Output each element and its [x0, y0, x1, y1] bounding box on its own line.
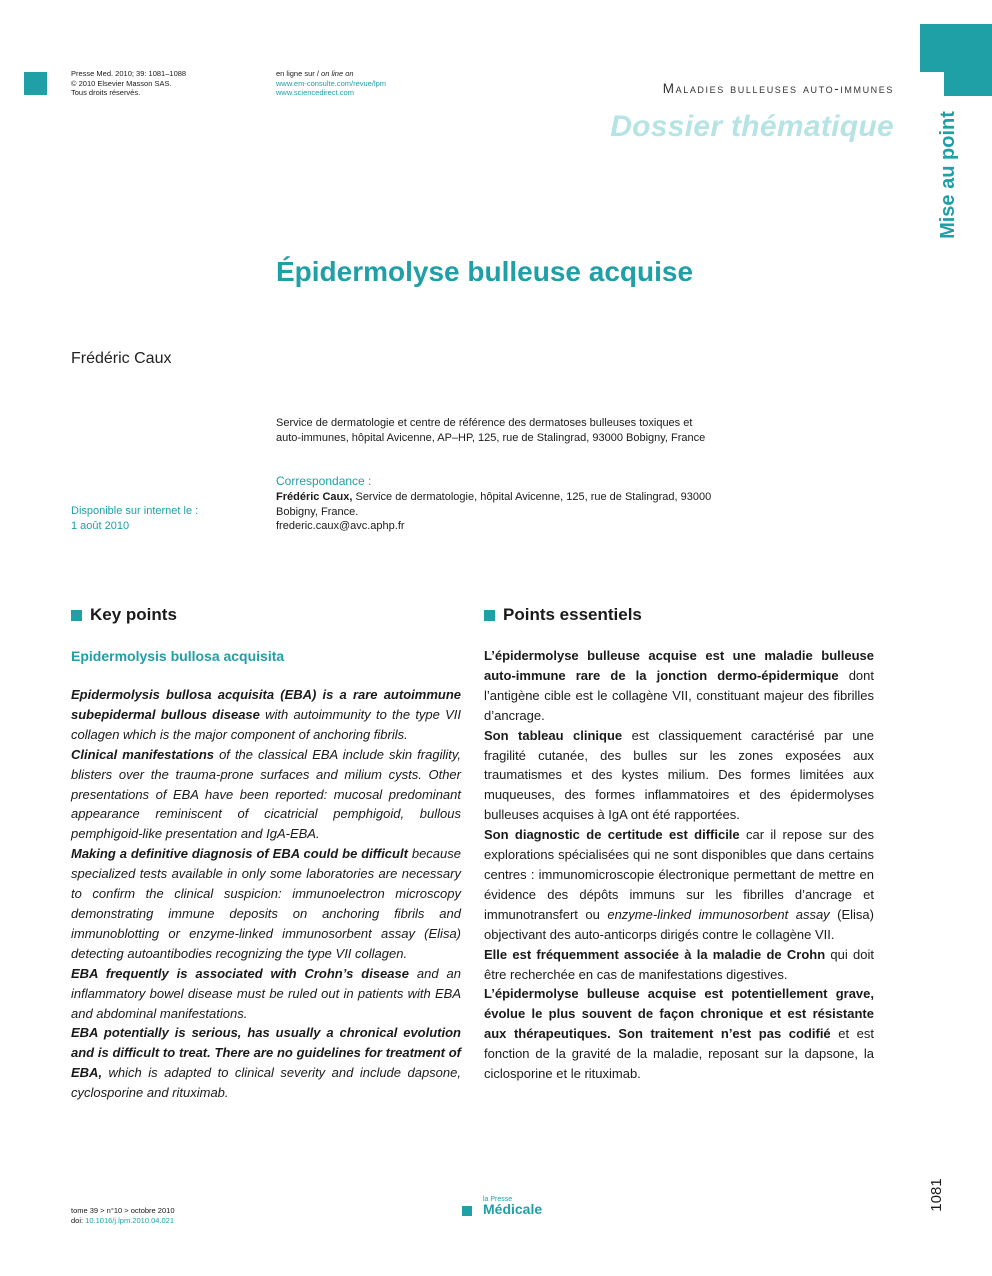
em-consulte-link[interactable]: www.em-consulte.com/revue/lpm — [276, 78, 387, 88]
point-essentiel-paragraph — [484, 646, 874, 726]
corr-name: Frédéric Caux, — [276, 491, 353, 503]
point-text: dont l’antigène cible est le collagène VII, constituant majeur des fibrilles d’ancrage. — [484, 667, 874, 723]
point-bold: Son tableau clinique — [484, 727, 623, 743]
page-number: 1081 — [928, 1178, 945, 1212]
doi-label: doi: — [71, 1215, 86, 1225]
pub-line: Tous droits réservés. — [71, 88, 141, 97]
logo-square-icon — [462, 1206, 472, 1216]
corr-address: Service de dermatologie, hôpital Avicenne, 125, rue de Stalingrad, 93000 Bobigny, France. — [276, 491, 712, 518]
key-point-bold: Making a definitive diagnosis of EBA could be difficult — [71, 846, 408, 862]
points-essentiels-heading-text: Points essentiels — [503, 605, 642, 624]
point-text: qui doit être recherchée en cas de manifestations digestives. — [484, 946, 874, 982]
point-essentiel-paragraph — [484, 945, 874, 985]
logo-small-text: la Presse — [483, 1196, 513, 1203]
key-point-bold: EBA frequently is associated with Crohn’s disease — [71, 965, 409, 981]
key-point-bold: Clinical manifestations — [71, 746, 215, 762]
article-title: Épidermolyse bulleuse acquise — [276, 256, 694, 287]
key-point-text: which is adapted to clinical severity and include dapsone, cyclosporine and rituximab. — [71, 1065, 461, 1101]
key-point-paragraph — [71, 844, 461, 963]
point-essentiel-paragraph — [484, 726, 874, 826]
point-bold: L’épidermolyse bulleuse acquise est une maladie bulleuse auto-immune rare de la jonction dermo-épidermique — [484, 648, 874, 683]
sciencedirect-link[interactable]: www.sciencedirect.com — [276, 88, 354, 97]
corner-square-decoration — [24, 72, 47, 95]
point-text: (Elisa) objectivant des auto-anticorps dirigés contre le collagène VII. — [484, 906, 874, 942]
point-bold: Son diagnostic de certitude est difficile — [484, 827, 740, 843]
point-italic: enzyme-linked immunosorbent assay — [607, 906, 830, 922]
vertical-tab-label: Mise au point — [937, 111, 959, 239]
point-text: et est fonction de la gravité de la maladie, reposant sur la dapsone, la ciclosporine et le rituximab. — [484, 1026, 874, 1082]
online-prefix: en ligne sur / — [276, 69, 322, 78]
key-point-paragraph — [71, 964, 461, 1024]
author-affiliation: Service de dermatologie et centre de référence des dermatoses bulleuses toxiques et auto-immunes, hôpital Avicenne, AP–HP, 125, rue de Stalingrad, 93000 Bobigny, France — [276, 417, 706, 444]
key-point-text: of the classical EBA include skin fragility, blisters over the trauma-prone surfaces and milium cysts. Other presentations of EBA have been reported: mucosal predominant appearance reminiscent of cicatricial pemphigoid, bullous pemphigoid-like presentation and IgA-EBA. — [71, 746, 462, 842]
key-points-heading-text: Key points — [90, 605, 177, 624]
points-essentiels-heading — [484, 605, 642, 625]
key-point-bold: Epidermolysis bullosa acquisita (EBA) is a rare autoimmune subepidermal bullous disease — [71, 687, 461, 722]
availability-info — [71, 504, 261, 534]
logo-big-text: Médicale — [483, 1201, 543, 1217]
key-points-heading — [71, 605, 177, 625]
point-text: car il repose sur des explorations spécialisées qui ne sont disponibles que dans certains centres : immunomicroscopie électronique permettant de mettre en évidence des dépôts immuns sur les fibrilles d’ancrage et immunotransfert ou — [484, 827, 874, 922]
online-info — [276, 69, 476, 98]
available-date: 1 août 2010 — [71, 520, 130, 532]
correspondence-block — [276, 490, 716, 534]
point-essentiel-paragraph — [484, 984, 874, 1084]
publication-info — [71, 69, 261, 98]
section-heading: Maladies bulleuses auto-immunes — [662, 81, 894, 96]
dossier-label: Dossier thématique — [610, 110, 894, 143]
corr-email[interactable]: frederic.caux@avc.aphp.fr — [276, 520, 405, 532]
point-text: est classiquement caractérisé par une fragilité cutanée, des bulles sur les zones exposées aux traumatismes et des kystes milium. Des formes limitées aux muqueuses, des formes inflammatoires et des épidermolyses bulleuses acquises à IgA ont été rapportées. — [484, 727, 874, 823]
available-label: Disponible sur internet le : — [71, 505, 199, 517]
key-point-paragraph — [71, 1023, 461, 1103]
key-point-text: and an inflammatory bowel disease must be ruled out in patients with EBA and abdominal manifestations. — [71, 965, 461, 1021]
key-point-bold: EBA potentially is serious, has usually a chronical evolution and is difficult to treat. There are no guidelines for treatment of EBA, — [71, 1025, 461, 1081]
point-bold: L’épidermolyse bulleuse acquise est potentiellement grave, évolue le plus souvent de façon chronique et est résistante aux thérapeutiques. Son traitement n’est pas codifié — [484, 986, 874, 1042]
pub-line: © 2010 Elsevier Masson SAS. — [71, 78, 172, 88]
point-bold: Elle est fréquemment associée à la maladie de Crohn — [484, 946, 826, 962]
top-right-tab-notch — [920, 72, 944, 96]
pub-line: Presse Med. 2010; 39: 1081–1088 — [71, 69, 187, 78]
key-point-paragraph — [71, 685, 461, 745]
correspondence-label: Correspondance : — [276, 474, 372, 488]
key-point-text: because specialized tests available in only some laboratories are necessary to confirm the clinical suspicion: immunoelectron microscopy demonstrating immune deposits on anchoring fibrils and immunoblotting or enzyme-linked immunosorbent assay (Elisa) detecting autoantibodies recognizing the type VII collagen. — [71, 846, 461, 961]
doi-link[interactable]: 10.1016/j.lpm.2010.04.021 — [85, 1215, 175, 1225]
online-italic: on line on — [321, 69, 354, 78]
key-points-body — [71, 685, 461, 1103]
square-bullet-icon — [484, 610, 495, 621]
footer-issue-info — [71, 1206, 311, 1225]
point-essentiel-paragraph — [484, 825, 874, 944]
key-points-subtitle: Epidermolysis bullosa acquisita — [71, 648, 285, 664]
key-point-text: with autoimmunity to the type VII collagen which is the major component of anchoring fibrils. — [71, 706, 462, 742]
issue-line: tome 39 > n°10 > octobre 2010 — [71, 1206, 175, 1215]
key-point-paragraph — [71, 745, 461, 845]
article-author: Frédéric Caux — [71, 350, 172, 367]
square-bullet-icon — [71, 610, 82, 621]
points-essentiels-body — [484, 646, 874, 1084]
